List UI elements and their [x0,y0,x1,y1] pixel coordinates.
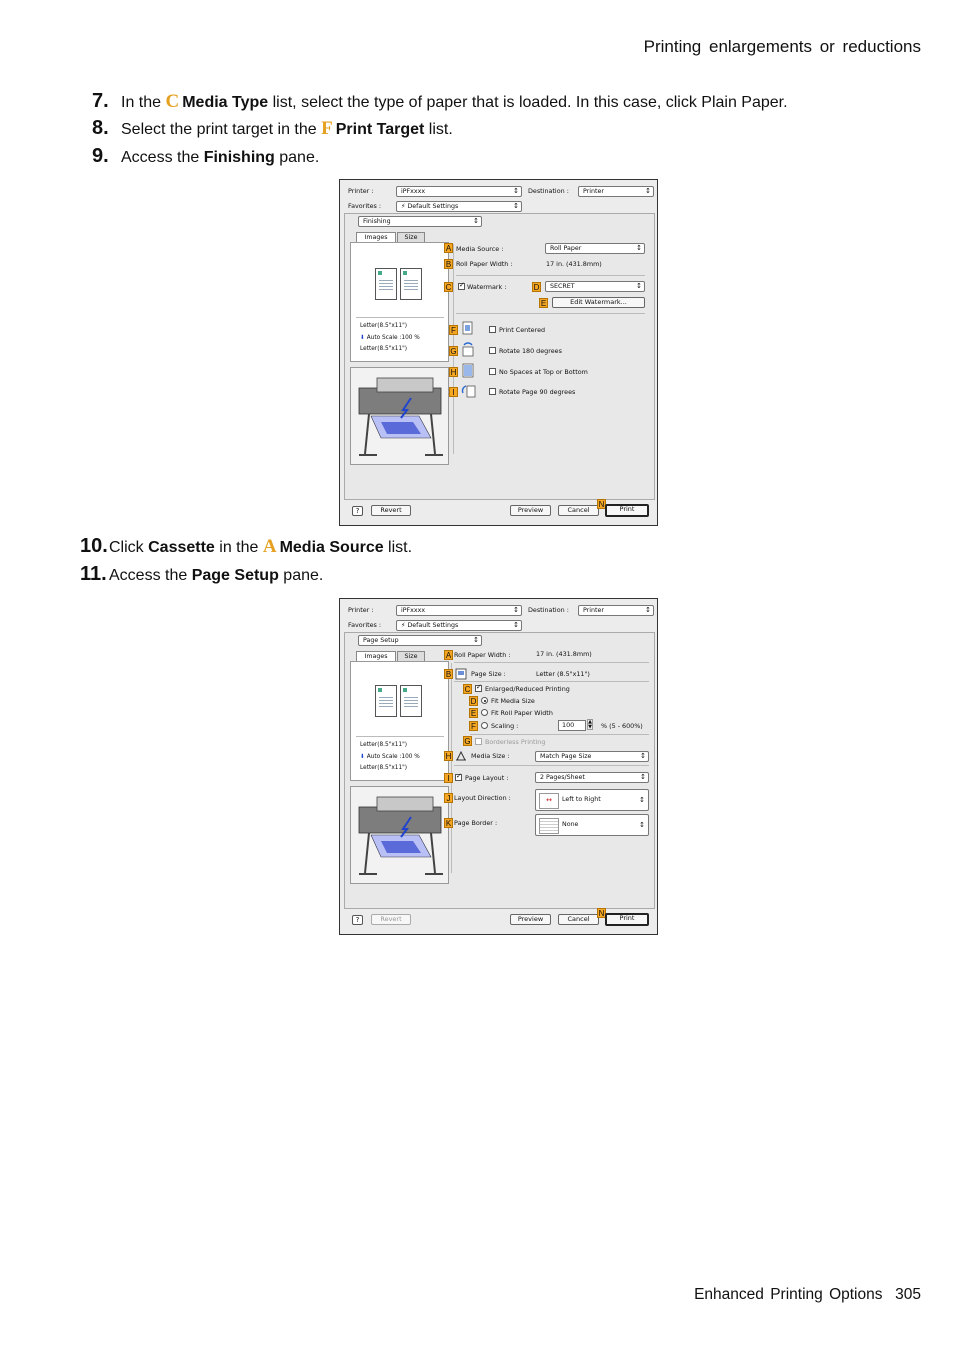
callout-h: H [445,752,452,761]
printer-label: Printer : [348,606,374,614]
help-button[interactable]: ? [352,506,363,516]
callout-f: F [449,325,458,335]
borderless-printing-label: Borderless Printing [485,738,546,746]
rotate-180-checkbox[interactable] [489,347,496,354]
callout-f: F [469,721,478,731]
divider [454,681,649,682]
pane-popup[interactable]: Page Setup ↕ [358,635,482,646]
media-source-label: Media Source : [456,245,504,253]
layout-preview-panel [350,661,449,781]
callout-letter: F [321,118,333,139]
preview-divider [356,736,444,737]
no-spaces-icon [461,362,475,379]
vertical-divider [451,663,452,873]
favorites-label: Favorites : [348,202,382,210]
layout-direction-popup[interactable]: ↔ Left to Right ↕ [535,789,649,811]
callout-e: E [470,709,477,718]
page-setup-dialog [339,598,658,935]
divider [470,734,649,735]
step-number: 10. [80,535,108,557]
destination-popup[interactable]: Printer ↕ [578,186,654,197]
printer-image-panel [350,786,449,884]
arrow-down-icon: ⬇ [360,335,365,341]
cancel-button[interactable]: Cancel [558,505,599,516]
page-thumbnail [400,685,422,717]
borderless-printing-checkbox[interactable] [475,738,482,745]
preview-page-size: Letter(8.5"x11") [360,742,408,748]
callout-i: I [444,773,453,783]
preview-button[interactable]: Preview [510,914,551,925]
media-size-popup[interactable]: Match Page Size ↕ [535,751,649,762]
no-spaces-checkbox[interactable] [489,368,496,375]
preview-scale: ⬇ Auto Scale :100 % [360,335,420,341]
tab-size[interactable]: Size [397,232,425,243]
media-size-label: Media Size : [471,752,510,760]
preview-scale: ⬇ Auto Scale :100 % [360,754,420,760]
preview-page-size: Letter(8.5"x11") [360,323,408,329]
watermark-checkbox[interactable] [458,283,465,290]
favorites-popup[interactable]: ⚡ Default Settings ↕ [396,201,522,212]
finishing-dialog [339,179,658,526]
callout-g: G [450,347,457,356]
scaling-label: Scaling : [491,722,519,730]
scaling-stepper[interactable]: ▲ ▼ [588,719,592,730]
destination-popup[interactable]: Printer ↕ [578,605,654,616]
callout-d: D [470,697,477,706]
destination-label: Destination : [528,606,569,614]
favorites-icon: ⚡ [401,622,408,629]
revert-button[interactable]: Revert [371,505,411,516]
preview-button[interactable]: Preview [510,505,551,516]
no-spaces-label: No Spaces at Top or Bottom [499,368,588,376]
callout-letter: C [165,91,180,112]
step-7: 7. In the C Media Type list, select the type of paper that is loaded. In this case, click Plain Paper. [92,90,788,112]
rotate-90-icon [461,383,477,398]
step-11: 11. Access the Page Setup pane. [80,563,324,585]
callout-a: A [445,244,452,253]
roll-paper-width-label: Roll Paper Width : [454,651,511,659]
printer-label: Printer : [348,187,374,195]
callout-c: C [445,283,452,292]
rotate-90-checkbox[interactable] [489,388,496,395]
pane-popup[interactable]: Finishing ↕ [358,216,482,227]
step-number: 7. [92,90,109,112]
page-size-value: Letter (8.5"x11") [536,670,590,678]
arrow-down-icon: ⬇ [360,754,365,760]
divider [454,765,649,766]
rotate-180-label: Rotate 180 degrees [499,347,562,355]
watermark-popup[interactable]: SECRET ↕ [545,281,645,292]
page-number: 305 [895,1286,921,1303]
help-button[interactable]: ? [352,915,363,925]
step-number: 9. [92,145,109,167]
favorites-label: Favorites : [348,621,382,629]
tab-size[interactable]: Size [397,651,425,662]
tab-images[interactable]: Images [356,232,396,243]
large-format-printer-icon [351,368,448,464]
layout-direction-label: Layout Direction : [454,794,511,802]
enlarged-reduced-label: Enlarged/Reduced Printing [485,685,570,693]
callout-b: B [445,260,452,269]
print-button[interactable]: Print [605,913,649,926]
print-centered-checkbox[interactable] [489,326,496,333]
callout-i: I [449,387,458,397]
page-size-label: Page Size : [471,670,506,678]
fit-roll-paper-width-label: Fit Roll Paper Width [491,709,553,717]
print-centered-label: Print Centered [499,326,546,334]
page-header: Printing enlargements or reductions [643,37,921,56]
step-10: 10.Click Cassette in the A Media Source list. [80,535,413,557]
favorites-popup[interactable]: ⚡ Default Settings ↕ [396,620,522,631]
rotate-90-label: Rotate Page 90 degrees [499,388,576,396]
page-layout-popup[interactable]: 2 Pages/Sheet ↕ [535,772,649,783]
callout-k: K [445,819,452,828]
page-thumbnail [375,268,397,300]
printer-popup[interactable]: iPFxxxx ↕ [396,605,522,616]
page-border-icon [539,818,559,834]
step-number: 8. [92,117,109,139]
large-format-printer-icon [351,787,448,883]
printer-popup[interactable]: iPFxxxx ↕ [396,186,522,197]
page-thumbnail [375,685,397,717]
divider [456,313,645,314]
roll-paper-width-value: 17 in. (431.8mm) [536,650,592,658]
callout-d: D [533,283,540,292]
left-to-right-icon: ↔ [539,793,559,809]
page-border-popup[interactable]: None ↕ [535,814,649,836]
page-layout-checkbox[interactable] [455,774,462,781]
page-border-label: Page Border : [454,819,498,827]
page-size-icon [455,668,467,680]
step-9: 9. Access the Finishing pane. [92,145,320,167]
callout-h: H [450,368,457,377]
step-number: 11. [80,563,107,585]
preview-output-size: Letter(8.5"x11") [360,765,408,771]
callout-b: B [445,670,452,679]
callout-a: A [445,651,452,660]
layout-preview-panel [350,242,449,362]
scaling-input[interactable]: 100 [558,720,586,731]
destination-label: Destination : [528,187,569,195]
print-button[interactable]: Print [605,504,649,517]
edit-watermark-button[interactable]: Edit Watermark... [552,297,645,308]
page-thumbnail [400,268,422,300]
footer-section: Enhanced Printing Options [694,1286,883,1303]
scaling-radio[interactable] [481,722,488,729]
watermark-label: Watermark : [467,283,507,291]
callout-letter: A [262,536,277,557]
revert-button[interactable]: Revert [371,914,411,925]
callout-g: G [464,737,471,746]
callout-n: N [598,500,605,509]
page-layout-label: Page Layout : [465,774,509,782]
page-footer [694,1286,921,1304]
scaling-range: % (5 - 600%) [601,722,643,730]
step-8: 8. Select the print target in the F Print Target list. [92,117,453,139]
preview-divider [356,317,444,318]
callout-n: N [598,909,605,918]
callout-e: E [540,299,547,308]
divider [456,275,645,276]
favorites-icon: ⚡ [401,203,408,210]
media-source-popup[interactable]: Roll Paper ↕ [545,243,645,254]
tab-images[interactable]: Images [356,651,396,662]
enlarged-reduced-checkbox[interactable] [475,685,482,692]
preview-output-size: Letter(8.5"x11") [360,346,408,352]
divider [454,662,649,663]
print-centered-icon [461,321,475,337]
callout-c: C [464,685,471,694]
callout-j: J [444,793,453,803]
printer-image-panel [350,367,449,465]
media-size-icon [455,749,467,761]
fit-media-size-radio[interactable] [481,697,488,704]
cancel-button[interactable]: Cancel [558,914,599,925]
roll-paper-width-value: 17 in. (431.8mm) [546,260,602,268]
fit-media-size-label: Fit Media Size [491,697,535,705]
roll-paper-width-label: Roll Paper Width : [456,260,513,268]
fit-roll-paper-width-radio[interactable] [481,709,488,716]
rotate-180-icon [461,340,475,358]
